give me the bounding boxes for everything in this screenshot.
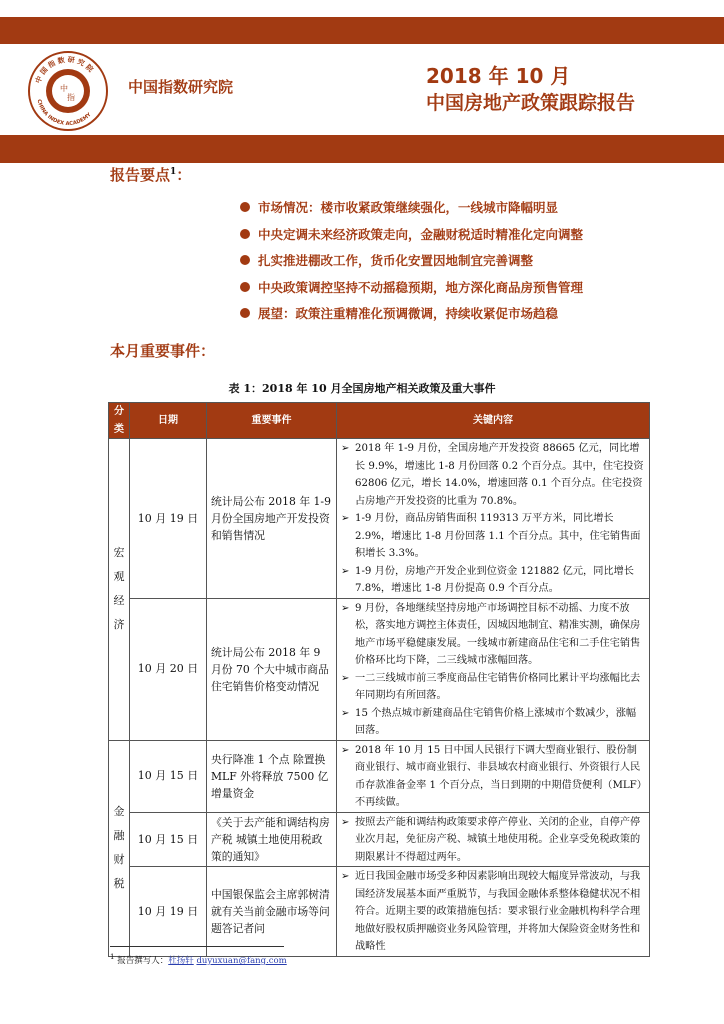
col-category-header: 分类 — [109, 403, 130, 439]
table-row — [109, 439, 650, 599]
content-bullet: ➢ 1-9 月份，商品房销售面积 119313 万平方米，同比增长 2.9%，增速比 1-8 月份回落 1.1 个百分点。其中，住宅销售面积增长 3.3%。 — [341, 510, 646, 563]
key-point-item: 中央政策调控坚持不动摇稳预期，地方深化商品房预售管理 — [240, 274, 583, 301]
content-bullet: ➢ 2018 年 1-9 月份，全国房地产开发投资 88665 亿元，同比增长 9.9%，增速比 1-8 月份回落 0.2 个百分点。其中，住宅投资 62806 亿元，增长 14.0%，增速回落 0.1 个百分点。住宅投资占房地产开发投资的比重为 70.8%。 — [341, 440, 646, 510]
bullet-dot-icon — [240, 255, 250, 265]
content-cell — [337, 812, 650, 867]
table-row — [109, 867, 650, 957]
content-bullet: ➢ 1-9 月份，房地产开发企业到位资金 121882 亿元，同比增长 7.8%，增速比 1-8 月份提高 0.9 个百分点。 — [341, 563, 646, 598]
event-cell: 中国银保监会主席郭树清就有关当前金融市场等问题答记者问 — [207, 867, 337, 957]
table-row — [109, 740, 650, 812]
arrow-bullet-icon: ➢ — [341, 443, 350, 454]
footnote-divider — [110, 946, 284, 947]
bullet-dot-icon — [240, 308, 250, 318]
date-cell: 10 月 19 日 — [130, 867, 207, 957]
report-date-title: 2018 年 10 月 — [426, 64, 571, 88]
key-point-item: 市场情况：楼市收紧政策继续强化，一线城市降幅明显 — [240, 194, 583, 221]
author-link[interactable]: 杜扬轩 — [168, 955, 194, 966]
svg-text:中: 中 — [60, 84, 68, 93]
arrow-bullet-icon: ➢ — [341, 707, 350, 719]
events-table — [108, 402, 650, 957]
content-cell — [337, 439, 650, 599]
key-points-heading: 报告要点$^1$： — [110, 166, 192, 184]
content-bullet: ➢ 15 个热点城市新建商品住宅销售价格上涨城市个数减少，涨幅回落。 — [341, 705, 646, 740]
events-heading: 本月重要事件： — [110, 342, 216, 360]
event-cell: 央行降准 1 个点 除置换 MLF 外将释放 7500 亿增量资金 — [207, 740, 337, 812]
arrow-bullet-icon: ➢ — [341, 871, 350, 882]
content-bullet: ➢ 按照去产能和调结构政策要求停产停业、关闭的企业，自停产停业次月起，免征房产税、城镇土地使用税。企业享受免税政策的期限累计不得超过两年。 — [341, 814, 646, 867]
key-point-item: 展望：政策注重精准化预调微调，持续收紧促市场趋稳 — [240, 300, 583, 327]
arrow-bullet-icon: ➢ — [341, 565, 350, 577]
svg-text:指: 指 — [67, 93, 75, 102]
col-event-header: 重要事件 — [207, 403, 337, 439]
footnote-ref[interactable]: 1 — [170, 167, 177, 177]
content-cell — [337, 867, 650, 957]
date-cell: 10 月 20 日 — [130, 598, 207, 740]
event-cell: 《关于去产能和调结构房产税 城镇土地使用税政策的通知》 — [207, 812, 337, 867]
date-cell: 10 月 19 日 — [130, 439, 207, 599]
report-title: 中国房地产政策跟踪报告 — [426, 92, 636, 114]
category-cell: 金融财税 — [109, 740, 130, 956]
arrow-bullet-icon: ➢ — [341, 816, 350, 828]
col-content-header: 关键内容 — [337, 403, 650, 439]
content-cell — [337, 598, 650, 740]
header-bottom-banner — [0, 135, 724, 163]
content-bullet: ➢ 一二三线城市前三季度商品住宅销售价格同比累计平均涨幅比去年同期均有所回落。 — [341, 670, 646, 705]
content-bullet: ➢ 近日我国金融市场受多种因素影响出现较大幅度异常波动，与我国经济发展基本面严重脱节，与我国金融体系整体稳健状况不相符合。近期主要的政策措施包括：要求银行业金融机构科学合理地做好股权质押融资业务风险管理，并将加大保险资金财务性和战略性 — [341, 868, 646, 956]
event-cell: 统计局公布 2018 年 9 月份 70 个大中城市商品住宅销售价格变动情况 — [207, 598, 337, 740]
bullet-dot-icon — [240, 229, 250, 239]
table-row — [109, 598, 650, 740]
arrow-bullet-icon: ➢ — [341, 602, 350, 614]
arrow-bullet-icon: ➢ — [341, 513, 350, 524]
content-bullet: ➢ 9 月份，各地继续坚持房地产市场调控目标不动摇、力度不放松，落实地方调控主体责任，因城因地制宜、精准实测，确保房地产市场平稳健康发展。一线城市新建商品住宅和二手住宅销售价格环比均下降，二三线城市涨幅回落。 — [341, 600, 646, 670]
arrow-bullet-icon: ➢ — [341, 744, 350, 756]
email-link[interactable]: duyuxuan@fang.com — [196, 955, 287, 966]
event-cell: 统计局公布 2018 年 1-9 月份全国房地产开发投资和销售情况 — [207, 439, 337, 599]
top-banner — [0, 17, 724, 44]
footnote: $^1$ 报告撰写人：杜扬轩 duyuxuan@fang.com — [110, 952, 287, 966]
category-cell: 宏观经济 — [109, 439, 130, 741]
svg-text:CHINA INDEX ACADEMY: CHINA INDEX ACADEMY — [35, 98, 93, 128]
table-header-row — [109, 403, 650, 439]
svg-text:中 国 指 数 研 究 院: 中 国 指 数 研 究 院 — [34, 55, 95, 85]
arrow-bullet-icon: ➢ — [341, 672, 350, 684]
date-cell: 10 月 15 日 — [130, 812, 207, 867]
content-cell — [337, 740, 650, 812]
china-index-academy-logo — [27, 50, 109, 132]
bullet-dot-icon — [240, 202, 250, 212]
org-name: 中国指数研究院 — [128, 78, 234, 96]
table-caption: 表 1：2018 年 10 月全国房地产相关政策及重大事件 — [228, 382, 496, 395]
content-bullet: ➢ 2018 年 10 月 15 日中国人民银行下调大型商业银行、股份制商业银行、城市商业银行、非县域农村商业银行、外资银行人民币存款准备金率 1 个百分点，当日到期的中期借贷便利（MLF）不再续做。 — [341, 742, 646, 812]
col-date-header: 日期 — [130, 403, 207, 439]
key-points-list — [240, 194, 583, 327]
date-cell: 10 月 15 日 — [130, 740, 207, 812]
key-point-item: 扎实推进棚改工作，货币化安置因地制宜完善调整 — [240, 247, 583, 274]
table-row — [109, 812, 650, 867]
key-point-item: 中央定调未来经济政策走向，金融财税适时精准化定向调整 — [240, 221, 583, 248]
bullet-dot-icon — [240, 282, 250, 292]
